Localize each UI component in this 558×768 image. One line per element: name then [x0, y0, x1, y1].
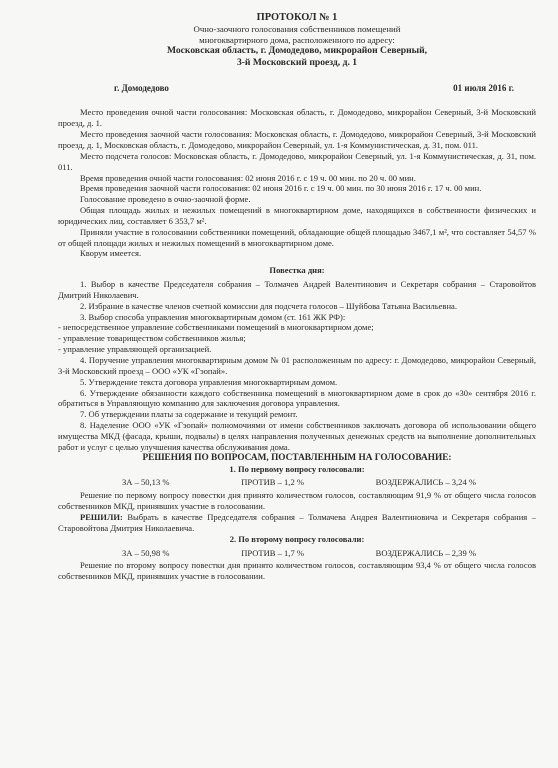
question-1-results: [58, 477, 536, 488]
agenda-item: 1. Выбор в качестве Председателя собрания – Толмачев Андрей Валентинович и Секретаря собрания – Старовойтов Дмитрий Николаевич.: [58, 279, 536, 300]
question-2-title: 2. По второму вопросу голосовали:: [229, 533, 365, 544]
question-1-decision: Решение по первому вопросу повестки дня принято количеством голосов, составляющим 91,9 % от общего числа голосов собственников МКД, принявших участие в голосовании.: [58, 490, 536, 512]
agenda-item: - управление товариществом собственников жилья;: [58, 333, 246, 344]
doc-address-1: Московская область, г. Домодедово, микрорайон Северный,: [166, 45, 428, 57]
question-1-title: 1. По первому вопросу голосовали:: [229, 463, 365, 474]
agenda-item: - управление управляющей организацией.: [58, 344, 212, 355]
doc-title: ПРОТОКОЛ № 1: [256, 12, 338, 23]
vote-abstain: ВОЗДЕРЖАЛИСЬ – 2,39 %: [375, 547, 476, 558]
doc-subtitle-1: Очно-заочного голосования собственников помещений: [193, 24, 401, 35]
resolved-text: Выбрать в качестве Председателя собрания – Толмачева Андрея Валентиновича и Секретаря собрания – Старовойтова Дмитрия Николаевича.: [58, 511, 536, 533]
decisions-title: РЕШЕНИЯ ПО ВОПРОСАМ, ПОСТАВЛЕННЫМ НА ГОЛОСОВАНИЕ:: [142, 452, 452, 463]
vote-for: ЗА – 50,13 %: [122, 477, 170, 488]
agenda-item: 3. Выбор способа управления многоквартирным домом (ст. 161 ЖК РФ):: [80, 311, 346, 322]
intro-paragraph: Место проведения очной части голосования: Московская область, г. Домодедово, микрорайон Северный, 3-й Московский проезд, д. 1.: [58, 107, 536, 129]
intro-paragraph: Место проведения заочной части голосования: Московская область, г. Домодедово, микрорайон Северный, 3-й Московский проезд, д. 1, Московская область, г. Домодедово, микрорайон Северный, ул. 1-я Коммунистическая, д. 31, пом. 011.: [58, 129, 536, 150]
doc-subtitle-2: многоквартирного дома, расположенного по адресу:: [199, 34, 395, 45]
question-2-results: [58, 548, 536, 559]
agenda-item: - непосредственное управление собственниками помещений в многоквартирном доме;: [58, 322, 374, 333]
vote-against: ПРОТИВ – 1,2 %: [241, 477, 304, 488]
question-2-decision: Решение по второму вопросу повестки дня принято количеством голосов, составляющим 93,4 % от общего числа голосов собственников МКД, принявших участие в голосовании.: [58, 560, 536, 582]
intro-paragraph: Место подсчета голосов: Московская область, г. Домодедово, микрорайон Северный, ул. 1-я Коммунистическая, д. 31, пом. 011.: [58, 150, 536, 172]
intro-paragraph: Время проведения заочной части голосования: 02 июня 2016 г. с 19 ч. 00 мин. по 30 июня 2016 г. 17 ч. 00 мин.: [80, 183, 482, 194]
agenda-item: 2. Избрание в качестве членов счетной комиссии для подсчета голосов – Шуйбова Татьяна Васильевна.: [80, 300, 457, 311]
place-date-line: [114, 83, 536, 94]
intro-paragraph: Время проведения очной части голосования: 02 июня 2016 г. с 19 ч. 00 мин. по 20 ч. 00 мин.: [80, 172, 416, 183]
city: г. Домодедово: [114, 82, 169, 93]
agenda-item: 4. Поручение управления многоквартирным домом № 01 расположенным по адресу: г. Домодедово, микрорайон Северный, 3-й Московский проезд – ООО «УК «Гэопай».: [58, 355, 536, 376]
intro-paragraph: Голосование проведено в очно-заочной форме.: [80, 194, 251, 205]
resolved-label: РЕШИЛИ:: [80, 511, 123, 522]
doc-address-2: 3-й Московский проезд, д. 1: [236, 57, 358, 68]
agenda-title: Повестка дня:: [269, 265, 325, 276]
question-1-resolved: [58, 512, 536, 534]
intro-paragraph: Кворум имеется.: [80, 248, 142, 259]
date: 01 июля 2016 г.: [453, 82, 514, 93]
intro-paragraph: Приняли участие в голосовании собственники помещений, обладающие общей площадью 3467,1 м², что составляет 54,57 % от общей площади жилых и нежилых помещений в многоквартирном доме.: [58, 226, 536, 248]
intro-paragraph: Общая площадь жилых и нежилых помещений в многоквартирном доме, находящихся в собственности физических и юридических лиц, составляет 6 353,7 м².: [58, 205, 536, 226]
vote-for: ЗА – 50,98 %: [122, 547, 170, 558]
agenda-item: 5. Утверждение текста договора управления многоквартирным домом.: [80, 376, 338, 387]
agenda-item: 8. Наделение ООО «УК «Гэопай» полномочиями от имени собственников заключать договора об использовании общего имущества МКД (фасада, крыши, подвалы) в целях направления полученных денежных средств на выполнение дополнительных работ и услуг с целью улучшения качества обслуживания дома.: [58, 420, 536, 452]
vote-against: ПРОТИВ – 1,7 %: [241, 547, 304, 558]
agenda-item: 6. Утверждение обязанности каждого собственника помещений в многоквартирном доме в срок до «30» сентября 2016 г. обратиться в Управляющую компанию для заключения договора управления.: [58, 387, 536, 409]
vote-abstain: ВОЗДЕРЖАЛИСЬ – 3,24 %: [375, 477, 476, 488]
agenda-item: 7. Об утверждении платы за содержание и текущий ремонт.: [80, 409, 298, 420]
